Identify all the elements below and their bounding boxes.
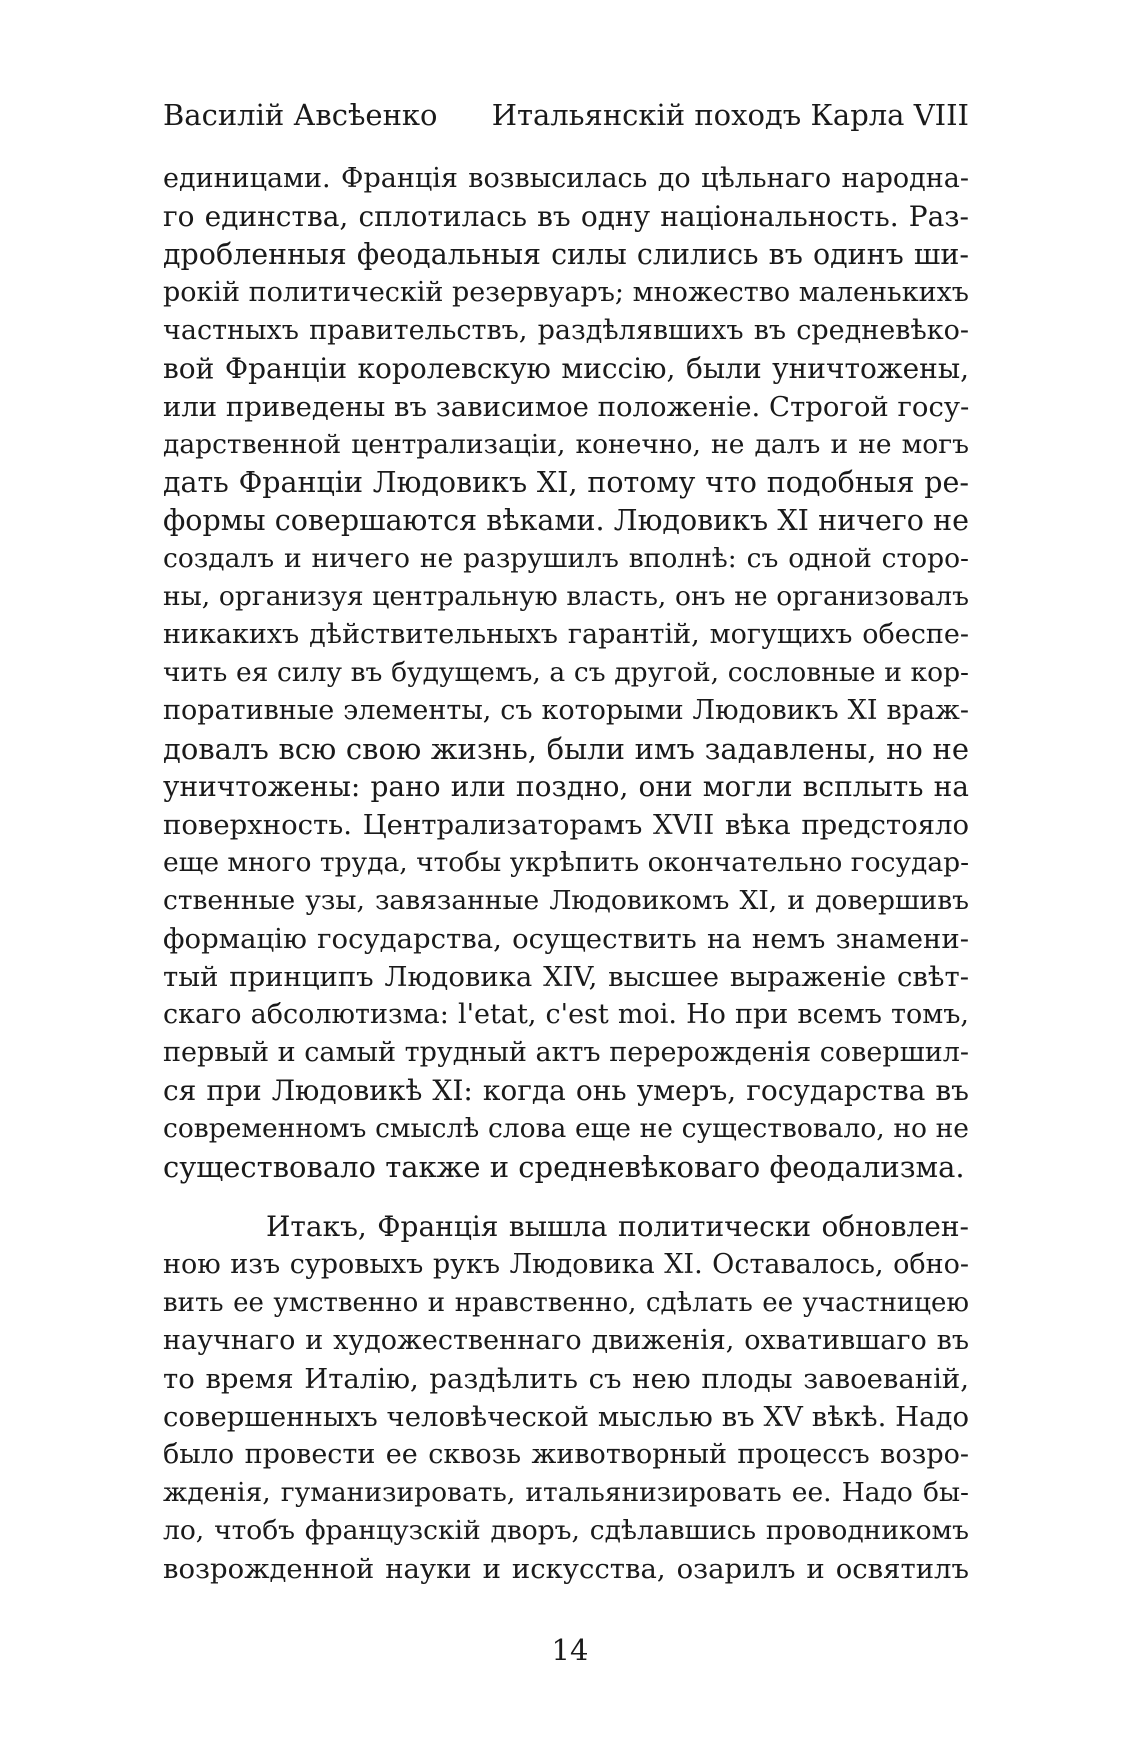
text-line: ся при Людовикѣ XI: когда онь умеръ, государства въ xyxy=(163,1074,969,1107)
text-line: современномъ смыслѣ слова еще не существовало, но не xyxy=(163,1113,969,1144)
text-line: научнаго и художественнаго движенія, охватившаго въ xyxy=(163,1325,969,1356)
text-line: рокій политическій резервуаръ; множество маленькихъ xyxy=(163,277,969,308)
text-line: единицами. Францiя возвысилась до цѣльнаго народна- xyxy=(163,163,969,194)
body-text xyxy=(163,160,969,1588)
running-header xyxy=(163,98,969,142)
text-line: формы совершаются вѣками. Людовикъ XI ничего не xyxy=(163,504,969,537)
text-line: поверхность. Централизаторамъ XVII вѣка предстояло xyxy=(163,809,969,841)
text-line: вить ее умственно и нравственно, сдѣлать ее участницею xyxy=(163,1288,969,1318)
text-line: уничтожены: рано или поздно, они могли всплыть на xyxy=(163,770,969,803)
text-line: го единства, сплотилась въ одну національность. Раз- xyxy=(163,200,969,233)
text-line: Итакъ, Франція вышла политически обновлен- xyxy=(266,1210,969,1243)
text-line: еще много труда, чтобы укрѣпить окончательно государ- xyxy=(163,847,970,878)
text-line: дарственной централизаціи, конечно, не далъ и не могъ xyxy=(163,429,969,460)
paragraph-1 xyxy=(163,160,969,1186)
text-line: ны, организуя центральную власть, онъ не организовалъ xyxy=(163,581,969,612)
paragraph-2 xyxy=(163,1208,969,1588)
paragraph-spacer xyxy=(163,1186,969,1208)
text-line: никакихъ дѣйствительныхъ гарантій, могущихъ обеспе- xyxy=(163,619,969,650)
text-line: дробленныя феодальныя силы слились въ одинъ ши- xyxy=(163,238,969,271)
text-line: ло, чтобъ французскій дворъ, сдѣлавшись проводникомъ xyxy=(163,1515,969,1546)
text-line: существовало также и средневѣковаго феодализма. xyxy=(163,1150,965,1184)
text-line: скаго абсолютизма: l'etat, c'est moi. Но при всемъ томъ, xyxy=(163,999,969,1030)
text-line: первый и самый трудный актъ перерожденія совершил- xyxy=(163,1037,969,1068)
header-author: Василій Авсѣенко xyxy=(163,98,438,132)
text-line: вой Франціи королевскую миссію, были уничтожены, xyxy=(163,352,969,385)
text-line: тый принципъ Людовика XIV, высшее выраженіе свѣт- xyxy=(163,961,969,993)
text-line: было провести ее сквозь животворный процессъ возро- xyxy=(163,1439,969,1470)
text-line: возрожденной науки и искусства, озарилъ и освятилъ xyxy=(163,1553,969,1585)
text-line: то время Италію, раздѣлить съ нею плоды завоеваній, xyxy=(163,1363,969,1395)
text-line: довалъ всю свою жизнь, были имъ задавлены, но не xyxy=(163,732,969,766)
text-line: ною изъ суровыхъ рукъ Людовика XI. Оставалось, обно- xyxy=(163,1249,969,1280)
text-line: ственные узы, завязанные Людовикомъ XI, и довершивъ xyxy=(163,885,969,916)
text-line: частныхъ правительствъ, раздѣлявшихъ въ средневѣко- xyxy=(163,315,969,346)
page-number: 14 xyxy=(551,1633,589,1667)
header-title: Итальянскій походъ Карла VIII xyxy=(491,98,969,132)
text-line: жденія, гуманизировать, итальянизировать ее. Надо бы- xyxy=(163,1477,969,1508)
text-line: дать Франціи Людовикъ XI, потому что подобныя ре- xyxy=(163,466,969,499)
text-line: чить ея силу въ будущемъ, а съ другой, сословные и кор- xyxy=(163,657,969,688)
text-line: поративные элементы, съ которыми Людовикъ XI враж- xyxy=(163,695,969,726)
text-line: совершенныхъ человѣческой мыслью въ XV вѣкѣ. Надо xyxy=(163,1401,969,1433)
text-line: формацію государства, осуществить на немъ знамени- xyxy=(163,923,969,955)
text-line: создалъ и ничего не разрушилъ вполнѣ: съ одной сторо- xyxy=(163,543,969,574)
text-line: или приведены въ зависимое положеніе. Строгой госу- xyxy=(163,391,970,423)
